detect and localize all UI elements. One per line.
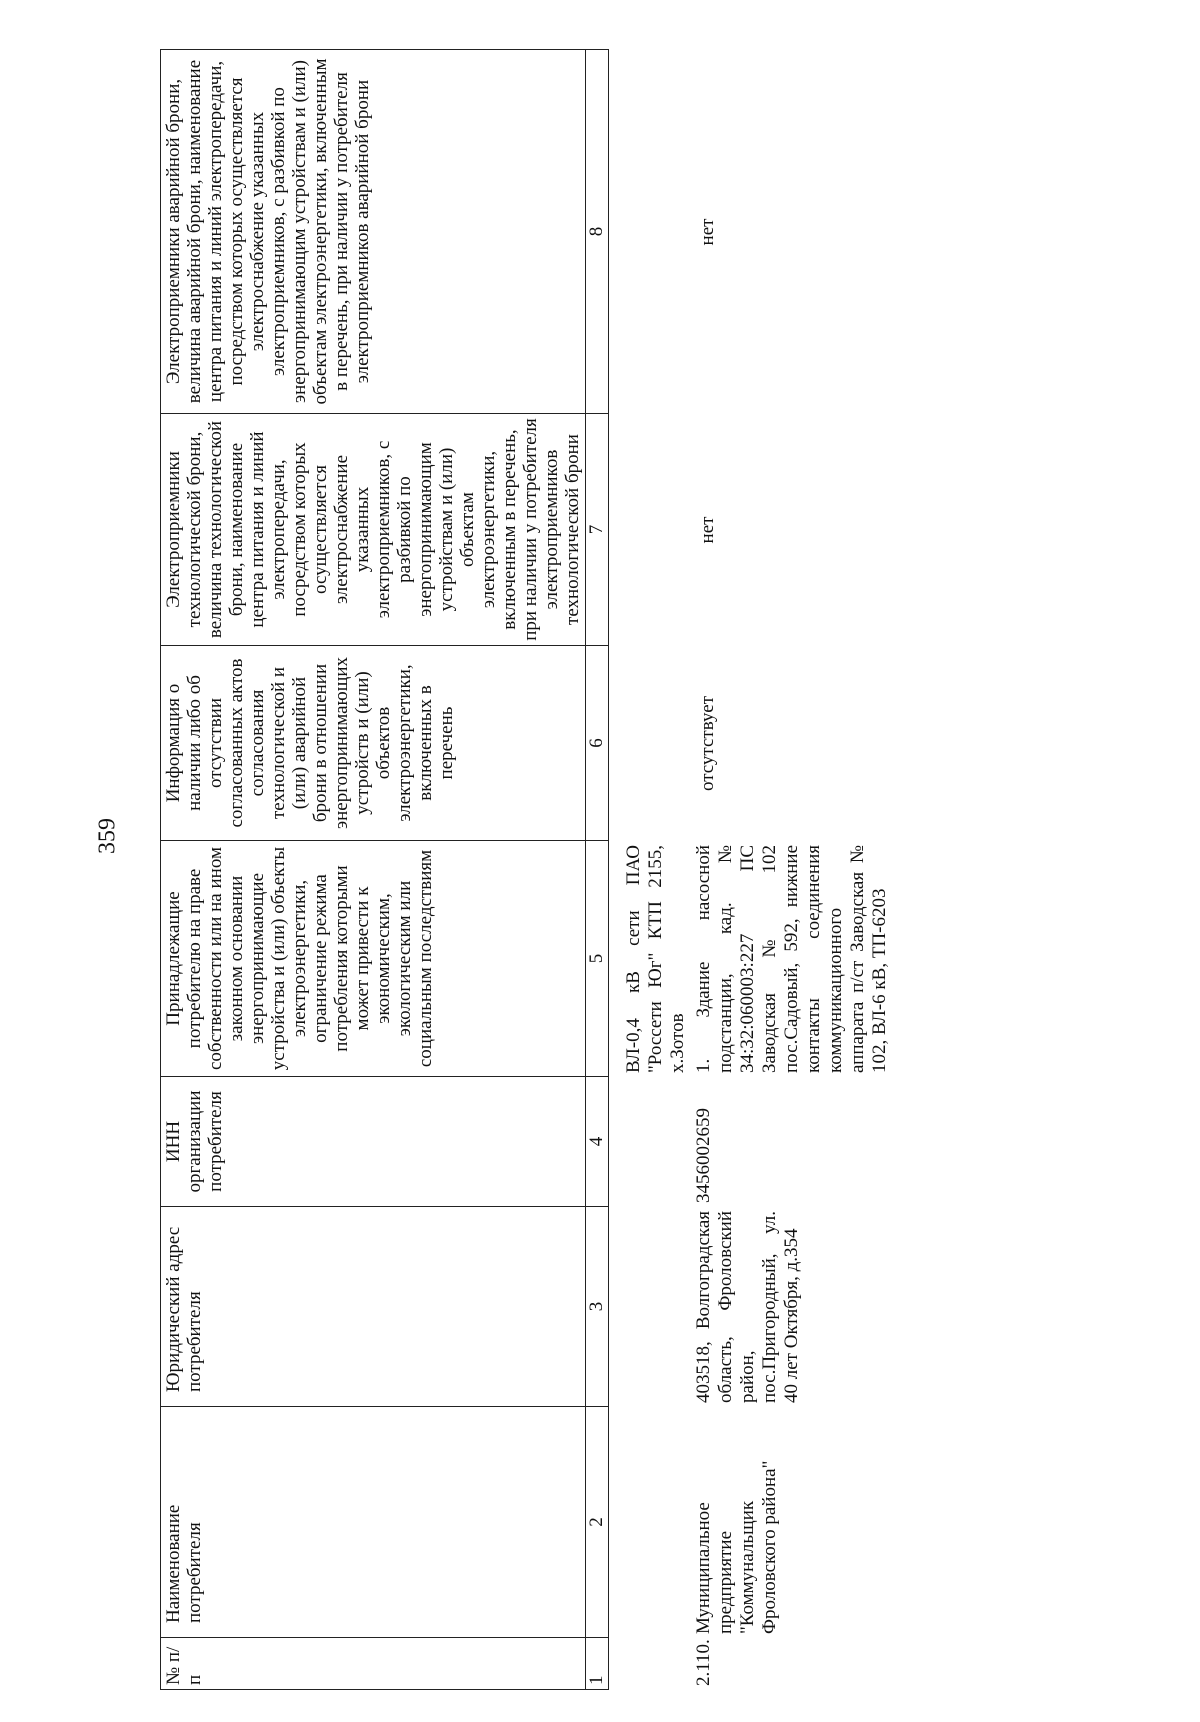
emergency-reserve-value: нет [697, 218, 718, 246]
header-inn: ИНН организации потребителя [161, 1077, 586, 1207]
rotated-table-sheet [160, 50, 890, 1690]
column-number-4: 4 [586, 1077, 609, 1207]
header-legal-address: Юридический адрес потребителя [161, 1207, 586, 1407]
carryover-row [621, 50, 691, 1690]
header-emergency-reserve: Электроприемники аварийной брони, величина аварийной брони, наименование центра питания и линий электропередачи, посредством которых осуществляется электроснабжение указанных электроприемников, с разбивкой по энергопринимающим устройствам и (или) объектам электроэнергетики, включенным в перечень, при наличии у потребителя электроприемников аварийной брони [161, 50, 586, 414]
header-equipment: Принадлежащие потребителю на праве собственности или на ином законном основании энергопринимающие устройства и (или) объекты электроэнергетики, ограничение режима потребления которыми может привести к экономическим, экологическим или социальным последствиям [161, 841, 586, 1077]
column-number-6: 6 [586, 646, 609, 841]
row-number: 2.110. [693, 1639, 714, 1686]
column-number-7: 7 [586, 414, 609, 646]
header-technological-reserve: Электроприемники технологической брони, величина технологической брони, наименование центра питания и линий электропередачи, посредством которых осуществляется электроснабжение указанных электроприемников, с разбивкой по энергопринимающим устройствам и (или) объектам электроэнергетики, включенным в перечень, при наличии у потребителя электроприемников технологической брони [161, 414, 586, 646]
header-reservation-info: Информация о наличии либо об отсутствии согласованных актов согласования технологической и (или) аварийной брони в отношении энергопринимающих устройств и (или) объектов электроэнергетики, включенных в перечень [161, 646, 586, 841]
column-number-2: 2 [586, 1407, 609, 1638]
carryover-equipment-text: ВЛ-0,4 кВ сети ПАО "Россети Юг" КТП 2155, х.Зотов [623, 845, 688, 1073]
consumers-table [160, 49, 609, 1690]
page-number: 359 [94, 818, 121, 854]
consumer-name: Муниципальное предприятие "Коммунальщик Фроловского района" [693, 1460, 780, 1634]
column-number-8: 8 [586, 50, 609, 414]
table-body [621, 50, 893, 1690]
legal-address: 403518, Волгоградская область, Фроловский район, пос.Пригородный, ул. 40 лет Октября, д.354 [693, 1211, 802, 1403]
technological-reserve-value: нет [697, 516, 718, 544]
inn-value: 3456002659 [693, 1108, 714, 1203]
header-number: № п/п [161, 1638, 586, 1690]
column-number-5: 5 [586, 841, 609, 1077]
table-row [691, 50, 893, 1690]
equipment-description: 1. Здание насосной подстанции, кад. № 34:32:060003:227 ПС Заводская № 102 пос.Садовый, 592, нижние контакты соединения коммуникационного аппарата п/ст Заводская № 102, ВЛ-6 кВ, ТП-6203 [693, 845, 890, 1073]
header-consumer-name: Наименование потребителя [161, 1407, 586, 1638]
column-number-3: 3 [586, 1207, 609, 1407]
table-header-row [161, 50, 586, 1690]
reservation-info-value: отсутствует [697, 695, 718, 792]
column-number-row [586, 50, 609, 1690]
column-number-1: 1 [586, 1638, 609, 1690]
